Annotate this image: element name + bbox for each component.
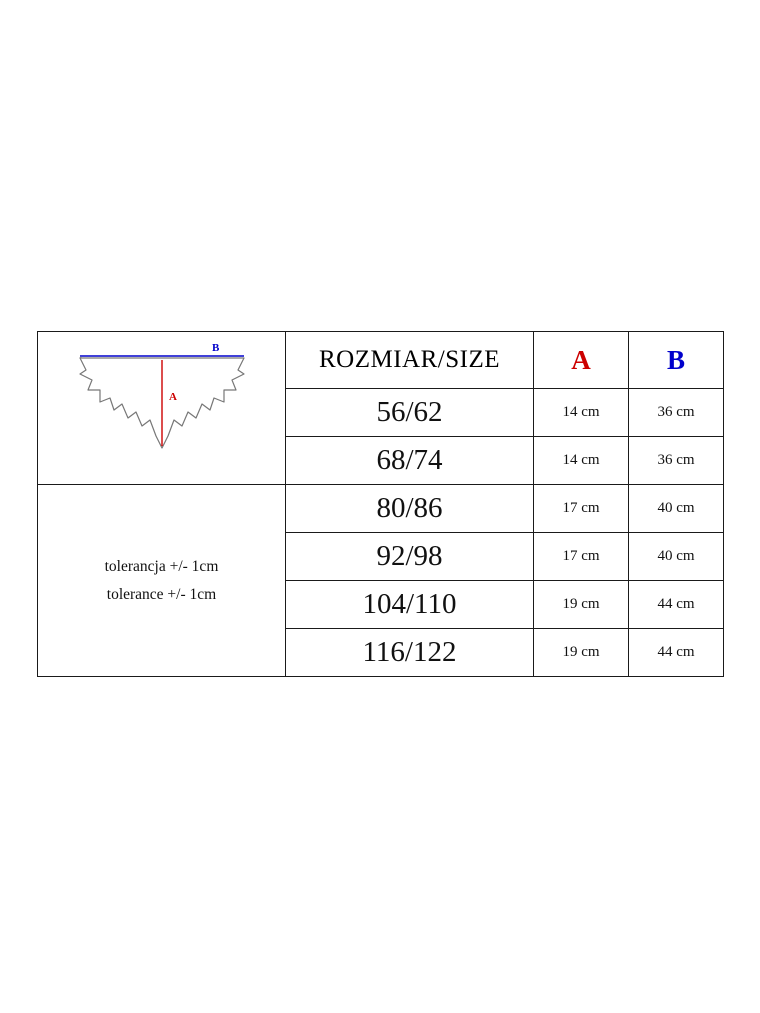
- header-a: A: [534, 332, 629, 389]
- table-row: [38, 485, 724, 533]
- size-value: 116/122: [286, 629, 534, 677]
- a-value: 19 cm: [534, 581, 629, 629]
- tolerance-note: [38, 485, 286, 677]
- b-value: 40 cm: [629, 485, 724, 533]
- size-value: 80/86: [286, 485, 534, 533]
- size-chart-table: [37, 331, 724, 677]
- scarf-diagram: [38, 338, 285, 478]
- a-value: 17 cm: [534, 485, 629, 533]
- header-size: ROZMIAR/SIZE: [286, 332, 534, 389]
- diagram-label-b: B: [211, 342, 219, 354]
- a-value: 14 cm: [534, 437, 629, 485]
- b-value: 44 cm: [629, 629, 724, 677]
- size-value: 68/74: [286, 437, 534, 485]
- b-value: 36 cm: [629, 389, 724, 437]
- a-value: 17 cm: [534, 533, 629, 581]
- scarf-diagram-cell: [38, 332, 286, 485]
- b-value: 44 cm: [629, 581, 724, 629]
- a-value: 14 cm: [534, 389, 629, 437]
- size-value: 104/110: [286, 581, 534, 629]
- size-value: 92/98: [286, 533, 534, 581]
- header-b: B: [629, 332, 724, 389]
- b-value: 36 cm: [629, 437, 724, 485]
- a-value: 19 cm: [534, 629, 629, 677]
- tolerance-line-en: tolerance +/- 1cm: [106, 585, 217, 603]
- size-value: 56/62: [286, 389, 534, 437]
- b-value: 40 cm: [629, 533, 724, 581]
- table-row: [38, 332, 724, 389]
- tolerance-line-pl: tolerancja +/- 1cm: [104, 558, 219, 576]
- triangle-scarf-illustration: [62, 338, 262, 478]
- diagram-label-a: A: [168, 391, 177, 403]
